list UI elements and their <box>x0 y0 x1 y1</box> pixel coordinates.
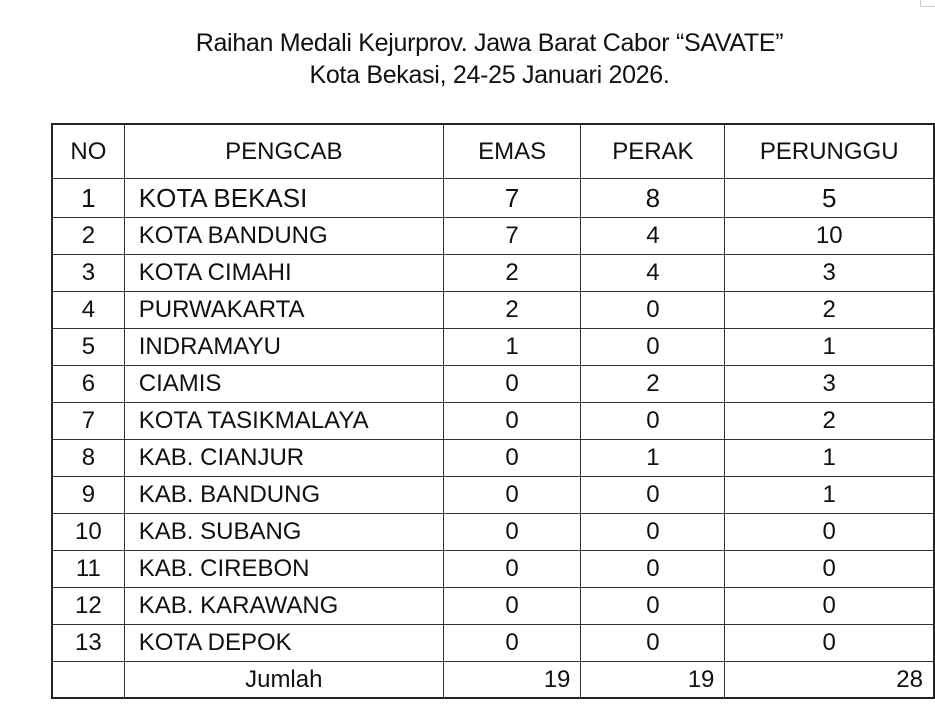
row-perunggu: 2 <box>725 292 934 329</box>
row-perak: 0 <box>581 403 725 440</box>
row-emas: 0 <box>443 440 581 477</box>
row-no: 12 <box>52 588 124 625</box>
row-emas: 1 <box>443 329 581 366</box>
row-perak: 1 <box>581 440 725 477</box>
row-perunggu: 1 <box>725 440 934 477</box>
row-no: 6 <box>52 366 124 403</box>
row-perak: 2 <box>581 366 725 403</box>
row-perunggu: 5 <box>725 179 934 218</box>
row-pengcab: KOTA BEKASI <box>124 179 443 218</box>
row-emas: 7 <box>443 218 581 255</box>
header-perunggu: PERUNGGU <box>725 124 934 179</box>
row-pengcab: KOTA CIMAHI <box>124 255 443 292</box>
table-row <box>52 255 934 292</box>
row-pengcab: CIAMIS <box>124 366 443 403</box>
row-no: 8 <box>52 440 124 477</box>
total-perak: 19 <box>581 662 725 699</box>
table-row <box>52 179 934 218</box>
row-perunggu: 0 <box>725 551 934 588</box>
row-no: 1 <box>52 179 124 218</box>
row-pengcab: KOTA BANDUNG <box>124 218 443 255</box>
row-perunggu: 3 <box>725 255 934 292</box>
header-pengcab: PENGCAB <box>124 124 443 179</box>
header-row <box>52 124 934 179</box>
row-no: 3 <box>52 255 124 292</box>
row-pengcab: INDRAMAYU <box>124 329 443 366</box>
row-emas: 2 <box>443 292 581 329</box>
row-perak: 0 <box>581 292 725 329</box>
row-perak: 0 <box>581 329 725 366</box>
row-perunggu: 0 <box>725 625 934 662</box>
table-row <box>52 218 934 255</box>
header-no: NO <box>52 124 124 179</box>
row-perak: 0 <box>581 551 725 588</box>
table-row <box>52 366 934 403</box>
corner-mark <box>920 0 935 7</box>
document-subtitle: Kota Bekasi, 24-25 Januari 2026. <box>309 61 670 89</box>
row-no: 5 <box>52 329 124 366</box>
row-perunggu: 0 <box>725 588 934 625</box>
row-no: 10 <box>52 514 124 551</box>
table-row <box>52 625 934 662</box>
table-row <box>52 477 934 514</box>
table-row <box>52 514 934 551</box>
table-row <box>52 329 934 366</box>
table-row <box>52 440 934 477</box>
row-pengcab: KAB. SUBANG <box>124 514 443 551</box>
row-perak: 4 <box>581 218 725 255</box>
table-row <box>52 588 934 625</box>
row-emas: 7 <box>443 179 581 218</box>
row-perunggu: 2 <box>725 403 934 440</box>
row-perak: 0 <box>581 514 725 551</box>
medal-table <box>51 123 935 699</box>
row-perunggu: 10 <box>725 218 934 255</box>
row-no: 2 <box>52 218 124 255</box>
row-perak: 8 <box>581 179 725 218</box>
row-pengcab: KAB. CIANJUR <box>124 440 443 477</box>
table-row <box>52 551 934 588</box>
row-no: 4 <box>52 292 124 329</box>
row-emas: 0 <box>443 514 581 551</box>
row-no: 9 <box>52 477 124 514</box>
row-perak: 0 <box>581 477 725 514</box>
header-emas: EMAS <box>443 124 581 179</box>
row-pengcab: PURWAKARTA <box>124 292 443 329</box>
row-perunggu: 1 <box>725 477 934 514</box>
row-emas: 0 <box>443 477 581 514</box>
row-perak: 0 <box>581 625 725 662</box>
total-no-cell <box>52 662 124 699</box>
total-label: Jumlah <box>124 662 443 699</box>
row-pengcab: KAB. CIREBON <box>124 551 443 588</box>
row-emas: 2 <box>443 255 581 292</box>
row-perunggu: 0 <box>725 514 934 551</box>
header-perak: PERAK <box>581 124 725 179</box>
row-perunggu: 3 <box>725 366 934 403</box>
row-emas: 0 <box>443 551 581 588</box>
row-perak: 4 <box>581 255 725 292</box>
table-row <box>52 292 934 329</box>
row-no: 11 <box>52 551 124 588</box>
row-pengcab: KOTA TASIKMALAYA <box>124 403 443 440</box>
total-emas: 19 <box>443 662 581 699</box>
row-emas: 0 <box>443 403 581 440</box>
row-emas: 0 <box>443 366 581 403</box>
row-emas: 0 <box>443 588 581 625</box>
total-perunggu: 28 <box>725 662 934 699</box>
total-row <box>52 662 934 699</box>
document-title: Raihan Medali Kejurprov. Jawa Barat Cabor “SAVATE” <box>195 29 784 57</box>
row-pengcab: KAB. BANDUNG <box>124 477 443 514</box>
row-perunggu: 1 <box>725 329 934 366</box>
row-perak: 0 <box>581 588 725 625</box>
row-pengcab: KAB. KARAWANG <box>124 588 443 625</box>
row-pengcab: KOTA DEPOK <box>124 625 443 662</box>
row-emas: 0 <box>443 625 581 662</box>
row-no: 7 <box>52 403 124 440</box>
table-row <box>52 403 934 440</box>
row-no: 13 <box>52 625 124 662</box>
